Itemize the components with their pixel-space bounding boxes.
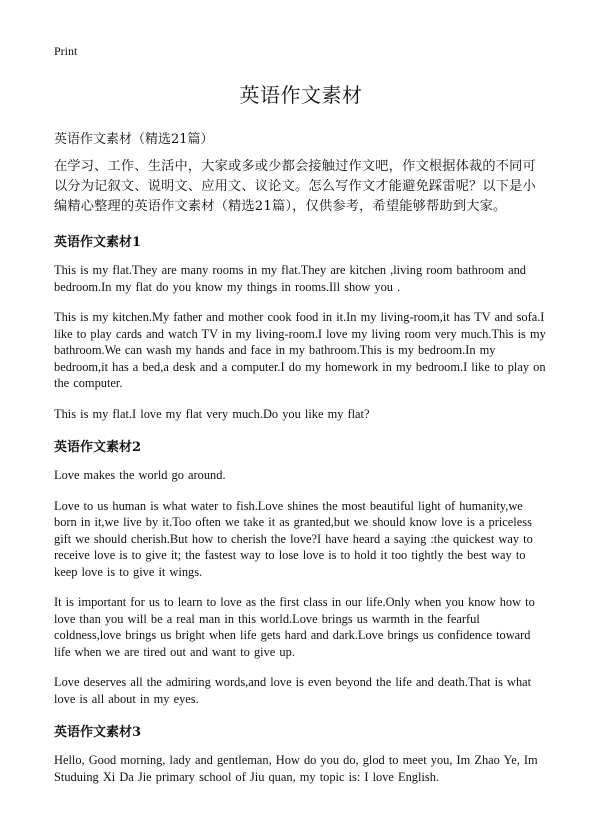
section-2-paragraph-1: Love makes the world go around. xyxy=(54,468,226,482)
section-2-paragraph-2: Love to us human is what water to fish.Love shines the most beautiful light of humanity,we born in it,we live by it.Too often we take it as granted,but we should know love is a priceless gift we should cherish.But how to cherish the love?I have heard a saying :the quickest way to receive love is to give it; the fastest way to lose love is to hold it too tightly the best way to keep love is to give it wings. xyxy=(54,498,533,579)
section-1-paragraph-2: This is my kitchen.My father and mother cook food in it.In my living-room,it has TV and sofa.I like to play cards and watch TV in my living-room.I love my living room very much.This is my bathroom.We can wash my hands and face in my bathroom.This is my bedroom.In my bedroom,it has a bed,a desk and a computer.I do my homework in my bedroom.I like to play on the computer. xyxy=(54,310,546,390)
document-subtitle: 英语作文素材（精选21篇） xyxy=(54,132,214,147)
section-1-paragraph-1: This is my flat.They are many rooms in my flat.They are kitchen ,living room bathroom and bedroom.In my flat do you know my things in rooms.Ill show you . xyxy=(54,263,526,294)
section-2-paragraph-4: Love deserves all the admiring words,and love is even beyond the life and death.That is what love is all about in my eyes. xyxy=(54,675,532,706)
section-heading-2: 英语作文素材2 xyxy=(54,440,142,455)
section-2-paragraph-3: It is important for us to learn to love as the first class in our life.Only when you know how to love than you will be a real man in this world.Love brings us warmth in the fearful coldness,love brings us bright when life gets hard and dark.Love brings us confidence toward life when we are tired out and want to give up. xyxy=(54,595,535,659)
print-link[interactable]: Print xyxy=(54,44,78,58)
section-3-paragraph-1: Hello, Good morning, lady and gentleman, How do you do, glod to meet you, Im Zhao Ye, Im Studuing Xi Da Jie primary school of Jiu quan, my topic is: I love English. xyxy=(54,753,538,784)
section-1-paragraph-3: This is my flat.I love my flat very much.Do you like my flat? xyxy=(54,406,370,421)
section-heading-3: 英语作文素材3 xyxy=(54,725,142,740)
section-heading-1: 英语作文素材1 xyxy=(54,235,142,250)
intro-paragraph: 在学习、工作、生活中，大家或多或少都会接触过作文吧，作文根据体裁的不同可以分为记叙文、说明文、应用文、议论文。怎么写作文才能避免踩雷呢？以下是小编精心整理的英语作文素材（精选21篇），仅供参考，希望能够帮助到大家。 xyxy=(54,159,536,214)
document-page xyxy=(54,44,548,799)
document-title: 英语作文素材 xyxy=(239,83,363,107)
